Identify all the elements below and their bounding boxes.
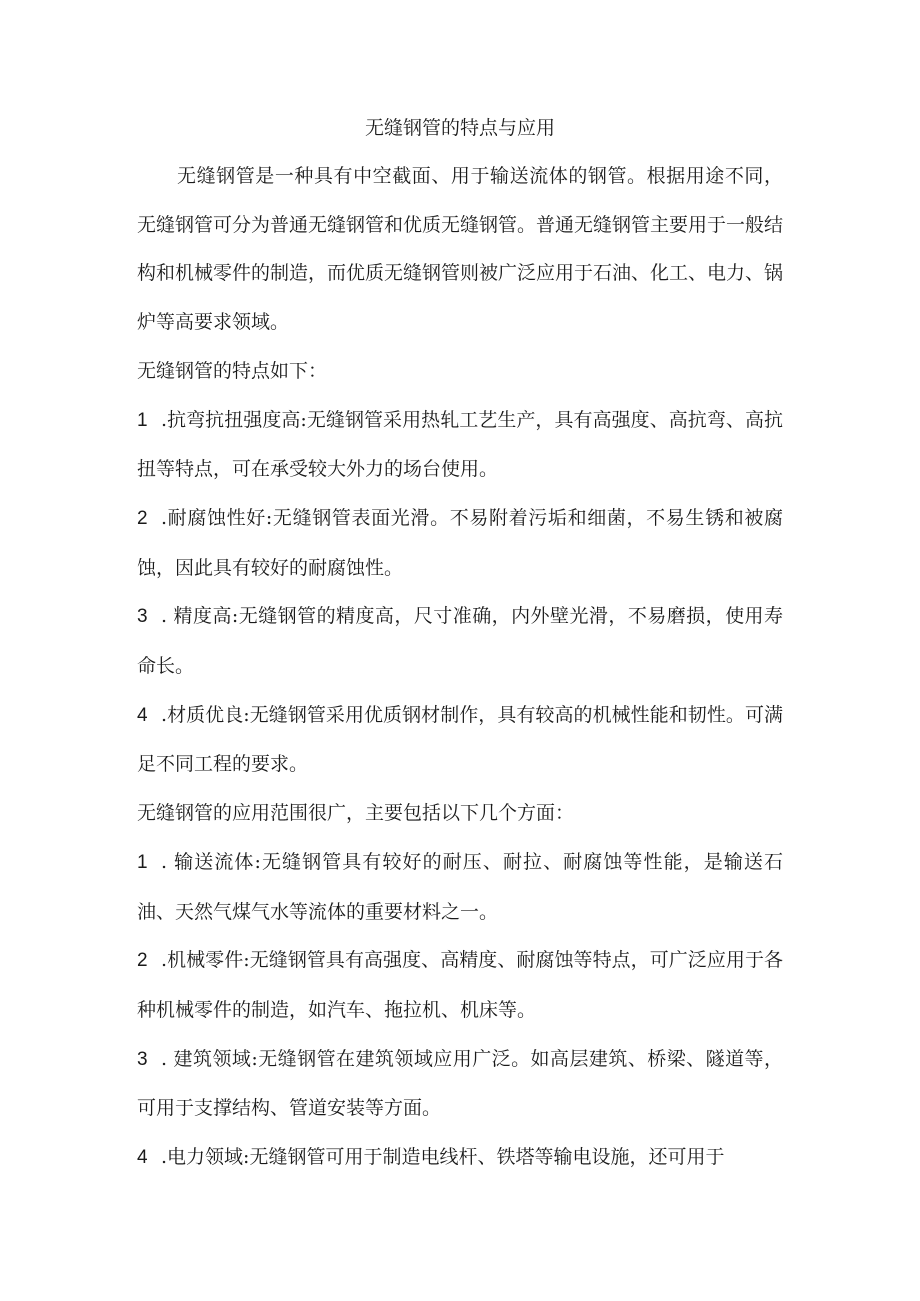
applications-heading: 无缝钢管的应用范围很广，主要包括以下几个方面： xyxy=(137,802,575,825)
intro-paragraph: 无缝钢管是一种具有中空截面、用于输送流体的钢管。根据用途不同，无缝钢管可分为普通无缝钢管和优质无缝钢管。普通无缝钢管主要用于一般结构和机械零件的制造，而优质无缝钢管则被广泛应用于石油、化工、电力、锅炉等高要求领域。 xyxy=(137,165,784,334)
feature-item-2 xyxy=(137,494,783,592)
application-number: 3 xyxy=(137,1048,148,1070)
application-text: . 建筑领域:无缝钢管在建筑领域应用广泛。如高层建筑、桥梁、隧道等，可用于支撑结构、管道安装等方面。 xyxy=(137,1047,783,1120)
application-item-3 xyxy=(137,1035,783,1133)
feature-item-3 xyxy=(137,592,783,690)
feature-number: 2 xyxy=(137,507,148,529)
feature-text: .耐腐蚀性好:无缝钢管表面光滑。不易附着污垢和细菌，不易生锈和被腐蚀，因此具有较好的耐腐蚀性。 xyxy=(137,506,783,579)
application-item-2 xyxy=(137,936,783,1034)
feature-text: .抗弯抗扭强度高:无缝钢管采用热轧工艺生产，具有高强度、高抗弯、高抗扭等特点，可在承受较大外力的场台使用。 xyxy=(137,408,783,481)
application-item-1 xyxy=(137,838,783,936)
application-number: 2 xyxy=(137,950,148,972)
document-body xyxy=(137,110,783,1183)
application-number: 1 xyxy=(137,851,148,873)
feature-text: .材质优良:无缝钢管采用优质钢材制作，具有较高的机械性能和韧性。可满足不同工程的要求。 xyxy=(137,703,783,776)
feature-number: 4 xyxy=(137,704,148,726)
application-text: .电力领域:无缝钢管可用于制造电线杆、铁塔等输电设施，还可用于 xyxy=(161,1146,725,1169)
application-item-4 xyxy=(137,1133,783,1183)
application-text: .机械零件:无缝钢管具有高强度、高精度、耐腐蚀等特点，可广泛应用于各种机械零件的制造，如汽车、拖拉机、机床等。 xyxy=(137,949,783,1021)
feature-number: 3 xyxy=(137,606,148,628)
feature-number: 1 xyxy=(137,409,148,431)
application-text: . 输送流体:无缝钢管具有较好的耐压、耐拉、耐腐蚀等性能，是输送石油、天然气煤气水等流体的重要材料之一。 xyxy=(137,850,783,923)
features-heading: 无缝钢管的特点如下： xyxy=(137,359,328,382)
document-title: 无缝钢管的特点与应用 xyxy=(364,117,555,139)
feature-item-1 xyxy=(137,396,783,494)
feature-item-4 xyxy=(137,691,783,789)
application-number: 4 xyxy=(137,1147,148,1169)
feature-text: . 精度高:无缝钢管的精度高，尺寸准确，内外壁光滑，不易磨损，使用寿命长。 xyxy=(137,605,783,678)
